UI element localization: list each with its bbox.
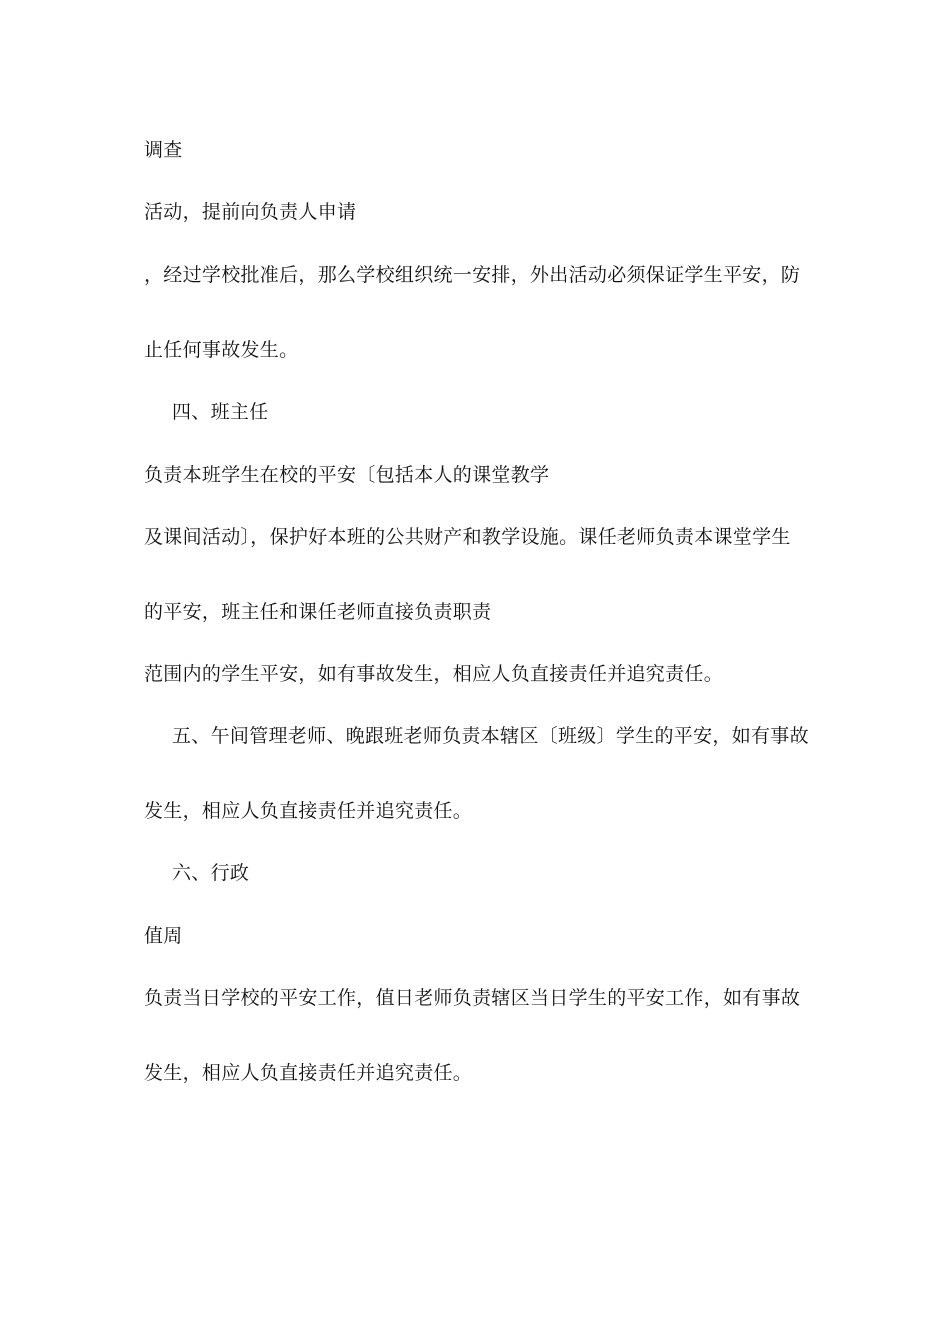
text-line: 值周	[144, 925, 183, 947]
section-heading: 五、午间管理老师、晚跟班老师负责本辖区〔班级〕学生的平安，如有事故	[172, 725, 809, 747]
text-line: 调查	[144, 139, 183, 161]
text-line: 活动，提前向负责人申请	[144, 201, 357, 223]
text-line: 发生，相应人负直接责任并追究责任。	[144, 800, 473, 822]
text-line: 及课间活动〕，保护好本班的公共财产和教学设施。课任老师负责本课堂学生	[144, 526, 791, 548]
text-line: 负责当日学校的平安工作，值日老师负责辖区当日学生的平安工作，如有事故	[144, 987, 801, 1009]
text-line: 发生，相应人负直接责任并追究责任。	[144, 1062, 473, 1084]
section-heading: 四、班主任	[172, 401, 269, 423]
text-line: ，经过学校批准后，那么学校组织统一安排，外出活动必须保证学生平安，防	[144, 264, 801, 286]
section-heading: 六、行政	[172, 862, 250, 884]
text-line: 止任何事故发生。	[144, 339, 299, 361]
text-line: 范围内的学生平安，如有事故发生，相应人负直接责任并追究责任。	[144, 663, 724, 685]
text-line: 负责本班学生在校的平安〔包括本人的课堂教学	[144, 464, 550, 486]
text-line: 的平安，班主任和课任老师直接负责职责	[144, 601, 492, 623]
